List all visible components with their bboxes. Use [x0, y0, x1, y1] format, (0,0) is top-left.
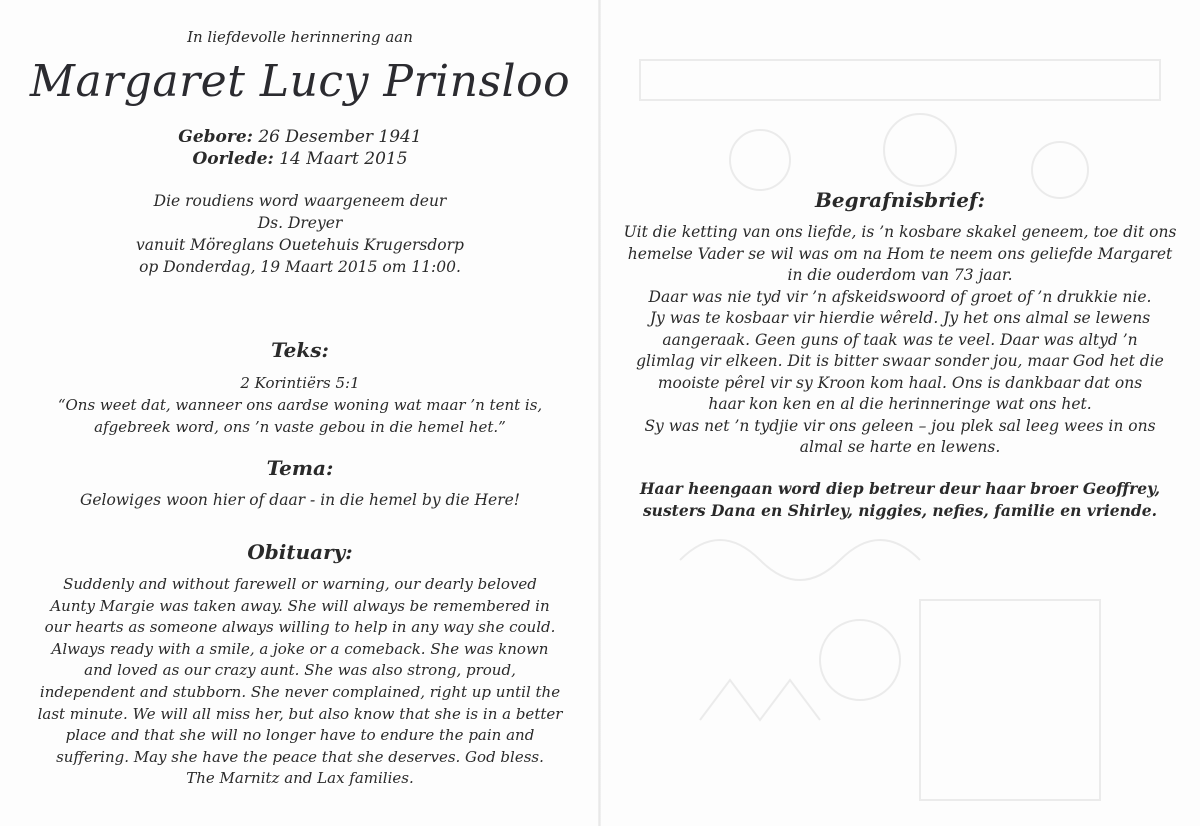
- obituary-line: and loved as our crazy aunt. She was also strong, proud,: [84, 661, 516, 680]
- service-details: [0, 190, 600, 278]
- brief-line: in die ouderdom van 73 jaar.: [787, 266, 1013, 284]
- scripture-reference: 2 Korintiërs 5:1: [240, 374, 360, 392]
- died-date: 14 Maart 2015: [279, 149, 408, 169]
- brief-line: aangeraak. Geen guns of taak was te veel. Daar was altyd ’n: [662, 330, 1138, 349]
- brief-line: almal se harte en lewens.: [799, 438, 1001, 456]
- scripture-line: afgebreek word, ons ’n vaste gebou in die hemel het.”: [94, 418, 506, 436]
- brief-line: Sy was net ’n tydjie vir ons geleen – jou plek sal leeg wees in ons: [644, 416, 1156, 435]
- born-label: Gebore:: [178, 127, 253, 147]
- tema-text: Gelowiges woon hier of daar - in die hemel by die Here!: [79, 491, 521, 509]
- obituary-text: [0, 574, 600, 790]
- obituary-line: suffering. May she have the peace that she deserves. God bless.: [56, 747, 544, 766]
- service-line: Die roudiens word waargeneem deur: [153, 192, 447, 210]
- teks-body: [0, 372, 600, 438]
- tema-heading: Tema:: [266, 456, 334, 480]
- obituary-line: independent and stubborn. She never complained, right up until the: [39, 682, 561, 701]
- mourners-line: susters Dana en Shirley, niggies, nefies, familie en vriende.: [642, 501, 1158, 520]
- dates-block: [0, 126, 600, 170]
- mourners-line: Haar heengaan word diep betreur deur haar broer Geoffrey,: [639, 479, 1161, 498]
- teks-heading: Teks:: [271, 338, 329, 362]
- begrafnisbrief-text: [600, 222, 1200, 459]
- born-line: [0, 126, 600, 148]
- service-line: op Donderdag, 19 Maart 2015 om 11:00.: [139, 258, 461, 276]
- died-line: [0, 148, 600, 170]
- mourners-notice: [600, 478, 1200, 522]
- brief-line: haar kon ken en al die herinneringe wat ons het.: [708, 395, 1092, 413]
- brief-line: mooiste pêrel vir sy Kroon kom haal. Ons is dankbaar dat ons: [657, 373, 1143, 392]
- died-label: Oorlede:: [192, 149, 274, 169]
- begrafnisbrief-heading: Begrafnisbrief:: [815, 188, 985, 212]
- service-line: vanuit Möreglans Ouetehuis Krugersdorp: [136, 236, 464, 254]
- obituary-line: our hearts as someone always willing to help in any way she could.: [44, 618, 556, 637]
- scripture-line: “Ons weet dat, wanneer ons aardse woning wat maar ’n tent is,: [57, 396, 543, 414]
- brief-line: Daar was nie tyd vir ’n afskeidswoord of groet of ’n drukkie nie.: [648, 287, 1152, 306]
- brief-line: hemelse Vader se wil was om na Hom te neem ons geliefde Margaret: [627, 244, 1173, 263]
- obituary-line: Suddenly and without farewell or warning, our dearly beloved: [63, 575, 537, 593]
- service-line: Ds. Dreyer: [257, 214, 343, 232]
- obituary-line: Aunty Margie was taken away. She will always be remembered in: [50, 596, 550, 615]
- obituary-line: Always ready with a smile, a joke or a comeback. She was known: [51, 639, 549, 658]
- brief-line: glimlag vir elkeen. Dit is bitter swaar sonder jou, maar God het die: [636, 352, 1164, 370]
- obituary-line: place and that she will no longer have to endure the pain and: [65, 726, 535, 745]
- deceased-name: Margaret Lucy Prinsloo: [29, 56, 571, 107]
- right-page: [600, 0, 1200, 826]
- brief-line: Uit die ketting van ons liefde, is ’n kosbare skakel geneem, toe dit ons: [623, 223, 1177, 241]
- born-date: 26 Desember 1941: [258, 127, 422, 147]
- obituary-signature: The Marnitz and Lax families.: [186, 769, 414, 788]
- obituary-line: last minute. We will all miss her, but also know that she is in a better: [37, 704, 563, 723]
- intro-line: In liefdevolle herinnering aan: [187, 28, 413, 46]
- obituary-heading: Obituary:: [247, 540, 353, 564]
- brief-line: Jy was te kosbaar vir hierdie wêreld. Jy het ons almal se lewens: [649, 309, 1151, 327]
